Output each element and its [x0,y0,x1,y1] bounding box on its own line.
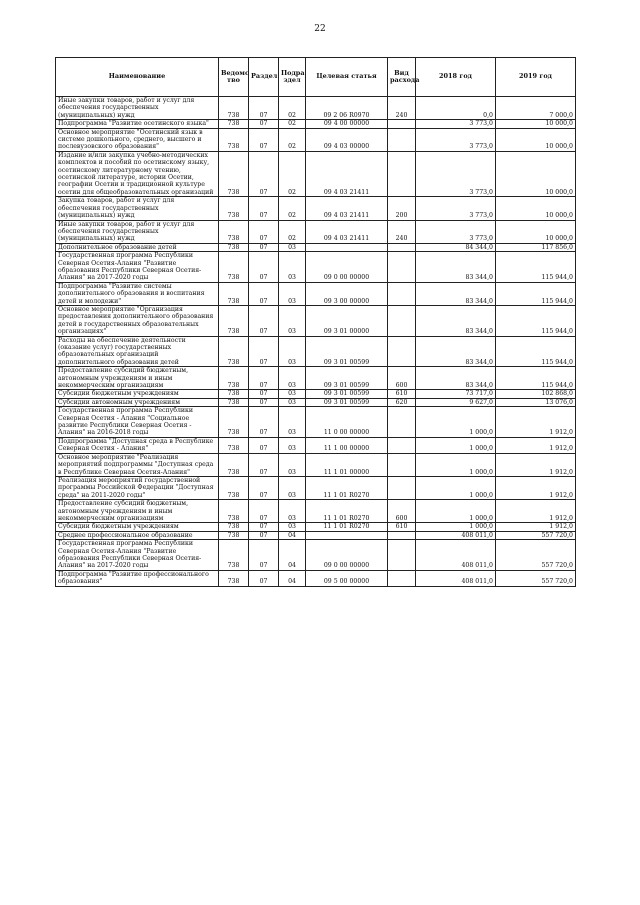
cell-year-2018: 83 344,0 [416,336,496,367]
cell-ved: 738 [219,197,249,220]
cell-year-2019: 117 856,0 [496,243,576,251]
cell-ved: 738 [219,390,249,398]
cell-year-2019: 1 912,0 [496,453,576,476]
table-row [56,523,576,531]
cell-podrazdel: 03 [279,407,306,438]
cell-year-2019: 115 944,0 [496,367,576,390]
cell-razdel: 07 [249,120,279,128]
cell-ved: 738 [219,220,249,243]
table-row [56,453,576,476]
cell-target-article [306,243,388,251]
cell-name: Государственная программа Республики Северная Осетия-Алания "Развитие образования Республики Северная Осетия-Алания" на 2017-2020 годы [56,540,219,571]
cell-name: Основное мероприятие "Реализация мероприятий подпрограммы "Доступная среда в Республике Северная Осетия-Алания" [56,453,219,476]
cell-year-2018: 84 344,0 [416,243,496,251]
cell-expense-type [388,252,416,283]
cell-target-article: 09 4 03 21411 [306,197,388,220]
cell-name: Подпрограмма "Доступная среда в Республике Северная Осетия - Алания" [56,437,219,453]
cell-expense-type: 610 [388,523,416,531]
table-row [56,252,576,283]
table-row [56,570,576,586]
cell-expense-type [388,570,416,586]
cell-razdel: 07 [249,252,279,283]
cell-year-2018: 408 011,0 [416,570,496,586]
cell-target-article: 09 0 00 00000 [306,252,388,283]
table-row [56,476,576,499]
cell-year-2019: 10 000,0 [496,151,576,196]
cell-name: Иные закупки товаров, работ и услуг для обеспечения государственных (муниципальных) нужд [56,97,219,120]
cell-year-2018: 83 344,0 [416,305,496,336]
cell-razdel: 07 [249,367,279,390]
cell-razdel: 07 [249,570,279,586]
cell-name: Основное мероприятие "Организация предоставления дополнительного образования детей в государственных образовательных организациях" [56,305,219,336]
cell-year-2019: 7 000,0 [496,97,576,120]
cell-podrazdel: 03 [279,252,306,283]
header-expense-type: Вид расхода [388,58,416,97]
cell-ved: 738 [219,120,249,128]
cell-name: Издание и/или закупка учебно-методических комплектов и пособий по осетинскому языку, осетинскому литературному чтению, осетинской литературе, истории Осетии, географии Осетии и традиционной культуре осетин для общеобразовательных организаций [56,151,219,196]
cell-expense-type [388,437,416,453]
cell-ved: 738 [219,282,249,305]
cell-target-article: 11 1 01 R0270 [306,523,388,531]
cell-expense-type: 620 [388,398,416,406]
table-row [56,243,576,251]
cell-expense-type: 600 [388,500,416,523]
cell-year-2018: 3 773,0 [416,120,496,128]
cell-podrazdel: 03 [279,282,306,305]
cell-razdel: 07 [249,437,279,453]
cell-razdel: 07 [249,336,279,367]
cell-year-2019: 557 720,0 [496,570,576,586]
table-row [56,128,576,151]
cell-year-2018: 408 011,0 [416,540,496,571]
cell-ved: 738 [219,336,249,367]
cell-ved: 738 [219,367,249,390]
cell-year-2018: 1 000,0 [416,437,496,453]
cell-target-article: 09 3 01 00599 [306,390,388,398]
cell-target-article: 09 3 00 00000 [306,282,388,305]
cell-year-2019: 1 912,0 [496,407,576,438]
cell-razdel: 07 [249,407,279,438]
budget-table [55,57,576,587]
cell-name: Расходы на обеспечение деятельности (оказание услуг) государственных образовательных организаций дополнительного образования детей [56,336,219,367]
table-header-row [56,58,576,97]
cell-podrazdel: 03 [279,500,306,523]
cell-name: Подпрограмма "Развитие системы дополнительного образования и воспитания детей и молодежи" [56,282,219,305]
cell-podrazdel: 03 [279,476,306,499]
cell-razdel: 07 [249,151,279,196]
header-year-2018: 2018 год [416,58,496,97]
cell-podrazdel: 04 [279,570,306,586]
cell-target-article: 09 4 00 00000 [306,120,388,128]
cell-ved: 738 [219,500,249,523]
budget-table-container [55,57,575,587]
cell-name: Субсидии бюджетным учреждениям [56,390,219,398]
cell-year-2019: 557 720,0 [496,540,576,571]
table-row [56,97,576,120]
header-target-article: Целевая статья [306,58,388,97]
cell-year-2019: 1 912,0 [496,500,576,523]
cell-razdel: 07 [249,531,279,539]
cell-target-article: 11 1 00 00000 [306,437,388,453]
cell-target-article: 11 1 01 R0270 [306,476,388,499]
cell-podrazdel: 03 [279,243,306,251]
cell-razdel: 07 [249,500,279,523]
cell-ved: 738 [219,305,249,336]
table-body [56,97,576,587]
cell-ved: 738 [219,570,249,586]
cell-razdel: 07 [249,305,279,336]
cell-year-2018: 1 000,0 [416,523,496,531]
cell-name: Дополнительное образование детей [56,243,219,251]
cell-target-article: 09 3 01 00599 [306,367,388,390]
cell-podrazdel: 04 [279,540,306,571]
cell-ved: 738 [219,398,249,406]
cell-name: Государственная программа Республики Северная Осетия - Алания "Социальное развитие Республики Северная Осетия - Алания" на 2016-2018 годы [56,407,219,438]
cell-expense-type: 200 [388,197,416,220]
cell-expense-type [388,476,416,499]
cell-razdel: 07 [249,476,279,499]
table-row [56,500,576,523]
cell-year-2019: 115 944,0 [496,282,576,305]
cell-year-2019: 10 000,0 [496,220,576,243]
cell-year-2019: 1 912,0 [496,476,576,499]
cell-name: Субсидии автономным учреждениям [56,398,219,406]
cell-ved: 738 [219,407,249,438]
cell-podrazdel: 03 [279,390,306,398]
cell-target-article: 11 0 00 00000 [306,407,388,438]
cell-name: Основное мероприятие "Осетинский язык в системе дошкольного, среднего, высшего и послевузовского образования" [56,128,219,151]
cell-podrazdel: 02 [279,97,306,120]
table-row [56,197,576,220]
table-row [56,151,576,196]
cell-podrazdel: 03 [279,437,306,453]
cell-razdel: 07 [249,282,279,305]
cell-year-2019: 1 912,0 [496,437,576,453]
cell-podrazdel: 02 [279,197,306,220]
cell-expense-type [388,540,416,571]
cell-name: Иные закупки товаров, работ и услуг для обеспечения государственных (муниципальных) нужд [56,220,219,243]
cell-year-2019: 10 000,0 [496,197,576,220]
cell-year-2018: 0,0 [416,97,496,120]
cell-razdel: 07 [249,453,279,476]
cell-year-2018: 3 773,0 [416,151,496,196]
cell-target-article: 09 4 03 21411 [306,220,388,243]
cell-ved: 738 [219,252,249,283]
table-row [56,120,576,128]
cell-podrazdel: 03 [279,367,306,390]
cell-podrazdel: 03 [279,305,306,336]
table-row [56,407,576,438]
cell-year-2018: 73 717,0 [416,390,496,398]
table-row [56,367,576,390]
cell-year-2018: 1 000,0 [416,407,496,438]
cell-name: Реализация мероприятий государственной программы Российской Федерации "Доступная среда" на 2011-2020 годы" [56,476,219,499]
cell-ved: 738 [219,531,249,539]
cell-expense-type [388,282,416,305]
cell-target-article: 09 2 06 R0970 [306,97,388,120]
cell-ved: 738 [219,523,249,531]
cell-target-article: 09 5 00 00000 [306,570,388,586]
cell-expense-type [388,336,416,367]
cell-year-2018: 1 000,0 [416,453,496,476]
cell-razdel: 07 [249,523,279,531]
cell-name: Предоставление субсидий бюджетным, автономным учреждениям и иным некоммерческим организациям [56,500,219,523]
cell-podrazdel: 02 [279,220,306,243]
cell-expense-type [388,453,416,476]
cell-ved: 738 [219,476,249,499]
cell-year-2019: 557 720,0 [496,531,576,539]
cell-podrazdel: 03 [279,398,306,406]
cell-year-2019: 115 944,0 [496,305,576,336]
cell-target-article: 11 1 01 00000 [306,453,388,476]
cell-podrazdel: 03 [279,523,306,531]
cell-podrazdel: 02 [279,151,306,196]
cell-expense-type: 600 [388,367,416,390]
cell-expense-type: 240 [388,220,416,243]
header-ved: Ведомс тво [219,58,249,97]
cell-ved: 738 [219,540,249,571]
cell-expense-type [388,128,416,151]
cell-podrazdel: 03 [279,453,306,476]
cell-year-2018: 83 344,0 [416,282,496,305]
cell-name: Подпрограмма "Развитие профессионального образования" [56,570,219,586]
cell-expense-type: 240 [388,97,416,120]
cell-target-article: 09 3 01 00599 [306,336,388,367]
cell-year-2018: 83 344,0 [416,367,496,390]
cell-name: Субсидии бюджетным учреждениям [56,523,219,531]
cell-target-article: 09 4 03 00000 [306,128,388,151]
cell-year-2018: 83 344,0 [416,252,496,283]
cell-target-article: 09 0 00 00000 [306,540,388,571]
table-row [56,305,576,336]
cell-target-article: 09 4 03 21411 [306,151,388,196]
table-row [56,390,576,398]
cell-name: Предоставление субсидий бюджетным, автономным учреждениям и иным некоммерческим организациям [56,367,219,390]
cell-year-2018: 3 773,0 [416,128,496,151]
cell-name: Подпрограмма "Развитие осетинского языка" [56,120,219,128]
cell-target-article [306,531,388,539]
header-razdel: Раздел [249,58,279,97]
cell-name: Закупка товаров, работ и услуг для обеспечения государственных (муниципальных) нужд [56,197,219,220]
cell-year-2019: 10 000,0 [496,128,576,151]
cell-year-2018: 9 627,0 [416,398,496,406]
cell-razdel: 07 [249,197,279,220]
cell-expense-type [388,243,416,251]
cell-year-2019: 115 944,0 [496,252,576,283]
table-row [56,336,576,367]
cell-expense-type [388,407,416,438]
cell-year-2018: 1 000,0 [416,500,496,523]
cell-year-2019: 10 000,0 [496,120,576,128]
cell-target-article: 11 1 01 R0270 [306,500,388,523]
cell-ved: 738 [219,243,249,251]
cell-year-2019: 1 912,0 [496,523,576,531]
cell-ved: 738 [219,151,249,196]
cell-razdel: 07 [249,398,279,406]
cell-target-article: 09 3 01 00599 [306,398,388,406]
cell-podrazdel: 02 [279,128,306,151]
cell-year-2019: 115 944,0 [496,336,576,367]
cell-razdel: 07 [249,97,279,120]
cell-razdel: 07 [249,390,279,398]
table-row [56,437,576,453]
header-year-2019: 2019 год [496,58,576,97]
cell-year-2018: 3 773,0 [416,197,496,220]
cell-razdel: 07 [249,243,279,251]
cell-expense-type [388,120,416,128]
cell-year-2018: 3 773,0 [416,220,496,243]
cell-razdel: 07 [249,220,279,243]
cell-expense-type: 610 [388,390,416,398]
page-number: 22 [314,24,326,34]
cell-ved: 738 [219,437,249,453]
cell-ved: 738 [219,97,249,120]
cell-expense-type [388,305,416,336]
header-podrazdel: Подра здел [279,58,306,97]
cell-ved: 738 [219,128,249,151]
table-row [56,540,576,571]
cell-expense-type [388,531,416,539]
cell-podrazdel: 02 [279,120,306,128]
cell-podrazdel: 04 [279,531,306,539]
cell-razdel: 07 [249,540,279,571]
cell-target-article: 09 3 01 00000 [306,305,388,336]
header-name: Наименование [56,58,219,97]
table-row [56,398,576,406]
table-row [56,531,576,539]
cell-year-2019: 13 076,0 [496,398,576,406]
cell-year-2018: 1 000,0 [416,476,496,499]
cell-razdel: 07 [249,128,279,151]
cell-podrazdel: 03 [279,336,306,367]
cell-year-2018: 408 011,0 [416,531,496,539]
cell-year-2019: 102 868,0 [496,390,576,398]
cell-ved: 738 [219,453,249,476]
table-row [56,282,576,305]
cell-expense-type [388,151,416,196]
table-row [56,220,576,243]
cell-name: Среднее профессиональное образование [56,531,219,539]
cell-name: Государственная программа Республики Северная Осетия-Алания "Развитие образования Республики Северная Осетия-Алания" на 2017-2020 годы [56,252,219,283]
